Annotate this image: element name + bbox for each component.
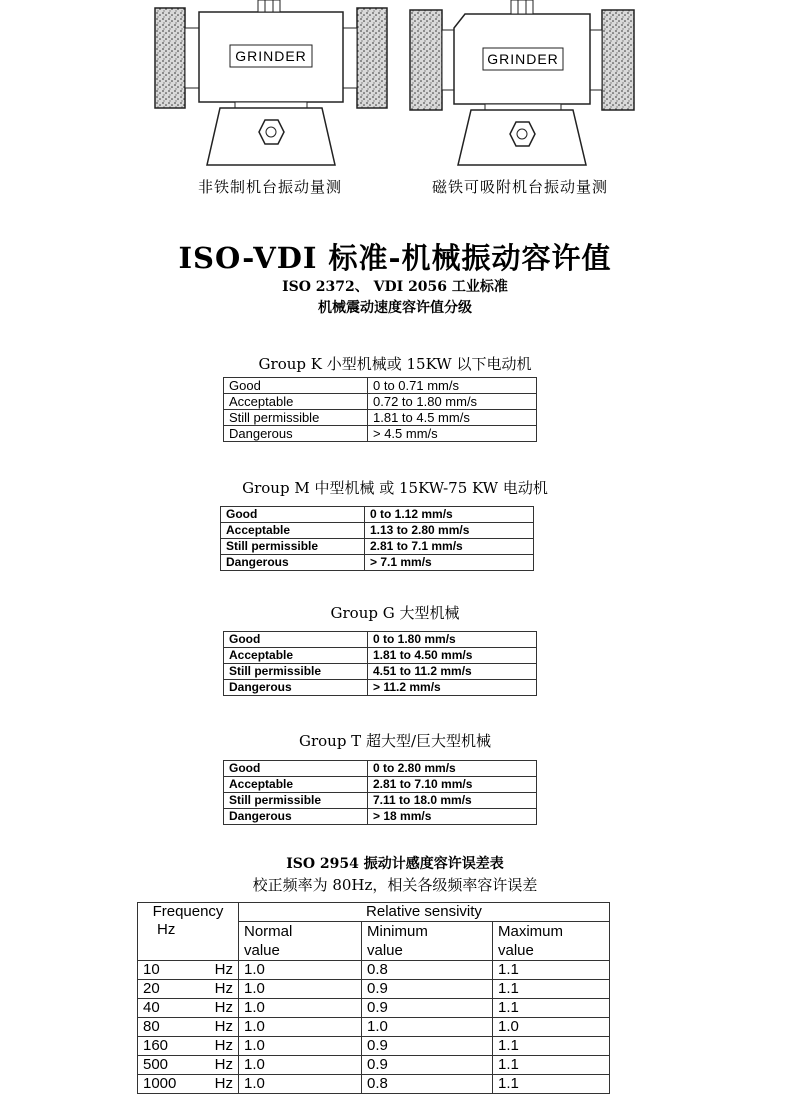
minimum-cell: 0.9 <box>362 1037 493 1056</box>
column-header-minimum <box>362 922 493 961</box>
minimum-cell: 1.0 <box>362 1018 493 1037</box>
group-k-title: Group K 小型机械或 15KW 以下电动机 <box>258 355 532 373</box>
column-header-line: Normal <box>244 923 293 940</box>
normal-cell: 1.0 <box>239 980 362 999</box>
range-cell: 1.81 to 4.5 mm/s <box>368 410 537 426</box>
frequency-value: 20 <box>143 980 160 997</box>
table-row <box>138 1056 610 1075</box>
frequency-value: 160 <box>143 1037 169 1054</box>
group-m-title: Group M 中型机械 或 15KW-75 KW 电动机 <box>242 479 548 497</box>
normal-cell: 1.0 <box>239 1018 362 1037</box>
range-cell: > 11.2 mm/s <box>368 680 537 696</box>
table-row <box>138 1018 610 1037</box>
level-cell: Acceptable <box>224 777 368 793</box>
range-cell: 7.11 to 18.0 mm/s <box>368 793 537 809</box>
maximum-cell: 1.0 <box>493 1018 610 1037</box>
range-cell: 0 to 2.80 mm/s <box>368 761 537 777</box>
group-m-table <box>220 506 534 571</box>
range-cell: 2.81 to 7.10 mm/s <box>368 777 537 793</box>
relative-sensitivity-header: Relative sensivity <box>239 903 610 922</box>
table-row <box>224 761 537 777</box>
range-cell: 1.13 to 2.80 mm/s <box>365 523 534 539</box>
column-header-line: value <box>244 942 280 959</box>
maximum-cell: 1.1 <box>493 961 610 980</box>
frequency-cell <box>138 1018 239 1037</box>
range-cell: 1.81 to 4.50 mm/s <box>368 648 537 664</box>
range-cell: 0.72 to 1.80 mm/s <box>368 394 537 410</box>
table-row <box>224 394 537 410</box>
table-row <box>138 961 610 980</box>
minimum-cell: 0.8 <box>362 1075 493 1094</box>
table-row <box>138 1075 610 1094</box>
group-t-table <box>223 760 537 825</box>
frequency-header-line1: Frequency <box>152 903 224 920</box>
grinder-illustration-left <box>150 0 400 170</box>
column-header-normal <box>239 922 362 961</box>
column-header-line: Maximum <box>498 923 564 940</box>
table-row <box>138 1037 610 1056</box>
level-cell: Dangerous <box>224 809 368 825</box>
range-cell: 2.81 to 7.1 mm/s <box>365 539 534 555</box>
frequency-unit: Hz <box>214 1037 233 1054</box>
page-title: ISO-VDI 标准-机械振动容许值 <box>178 241 612 275</box>
frequency-value: 500 <box>143 1056 169 1073</box>
range-cell: 4.51 to 11.2 mm/s <box>368 664 537 680</box>
frequency-unit: Hz <box>214 961 233 978</box>
figure-caption-left: 非铁制机台振动量测 <box>197 178 342 196</box>
table-row <box>221 555 534 571</box>
table-row <box>224 777 537 793</box>
frequency-unit: Hz <box>214 980 233 997</box>
table-row <box>224 410 537 426</box>
level-cell: Acceptable <box>221 523 365 539</box>
subtitle-standard: ISO 2372、 VDI 2056 工业标准 <box>282 279 508 295</box>
range-cell: 0 to 1.12 mm/s <box>365 507 534 523</box>
minimum-cell: 0.9 <box>362 980 493 999</box>
header-row <box>138 903 610 922</box>
minimum-cell: 0.9 <box>362 1056 493 1075</box>
grinder-illustration-right <box>405 0 655 170</box>
frequency-header-line2: Hz <box>157 921 176 938</box>
level-cell: Good <box>221 507 365 523</box>
frequency-unit: Hz <box>214 1075 233 1092</box>
range-cell: > 18 mm/s <box>368 809 537 825</box>
frequency-value: 80 <box>143 1018 160 1035</box>
table-row <box>224 378 537 394</box>
level-cell: Dangerous <box>224 680 368 696</box>
table-row <box>224 664 537 680</box>
column-header-line: value <box>367 942 403 959</box>
table-row <box>138 999 610 1018</box>
level-cell: Good <box>224 378 368 394</box>
level-cell: Dangerous <box>221 555 365 571</box>
frequency-header <box>138 903 239 961</box>
frequency-value: 40 <box>143 999 160 1016</box>
normal-cell: 1.0 <box>239 1056 362 1075</box>
minimum-cell: 0.9 <box>362 999 493 1018</box>
level-cell: Still permissible <box>224 793 368 809</box>
maximum-cell: 1.1 <box>493 1037 610 1056</box>
group-g-title: Group G 大型机械 <box>330 604 460 622</box>
table-row <box>221 523 534 539</box>
sensitivity-table <box>137 902 610 1094</box>
level-cell: Acceptable <box>224 648 368 664</box>
frequency-cell <box>138 1037 239 1056</box>
maximum-cell: 1.1 <box>493 999 610 1018</box>
table-row <box>221 507 534 523</box>
frequency-cell <box>138 980 239 999</box>
frequency-unit: Hz <box>214 999 233 1016</box>
grinder-label: GRINDER <box>235 48 307 64</box>
level-cell: Still permissible <box>224 410 368 426</box>
minimum-cell: 0.8 <box>362 961 493 980</box>
normal-cell: 1.0 <box>239 999 362 1018</box>
table-row <box>138 980 610 999</box>
column-header-maximum <box>493 922 610 961</box>
level-cell: Acceptable <box>224 394 368 410</box>
level-cell: Good <box>224 632 368 648</box>
range-cell: 0 to 0.71 mm/s <box>368 378 537 394</box>
normal-cell: 1.0 <box>239 1075 362 1094</box>
frequency-unit: Hz <box>214 1018 233 1035</box>
table-row <box>224 426 537 442</box>
frequency-cell <box>138 999 239 1018</box>
normal-cell: 1.0 <box>239 1037 362 1056</box>
table-row <box>224 648 537 664</box>
frequency-value: 1000 <box>143 1075 177 1092</box>
table-row <box>224 793 537 809</box>
level-cell: Good <box>224 761 368 777</box>
frequency-cell <box>138 1056 239 1075</box>
frequency-value: 10 <box>143 961 160 978</box>
frequency-cell <box>138 961 239 980</box>
level-cell: Still permissible <box>224 664 368 680</box>
maximum-cell: 1.1 <box>493 980 610 999</box>
frequency-unit: Hz <box>214 1056 233 1073</box>
grinder-label: GRINDER <box>487 51 559 67</box>
sensitivity-subtitle: 校正频率为 80Hz，相关各级频率容许误差 <box>252 876 538 894</box>
range-cell: > 7.1 mm/s <box>365 555 534 571</box>
column-header-line: Minimum <box>367 923 428 940</box>
range-cell: 0 to 1.80 mm/s <box>368 632 537 648</box>
table-row <box>224 680 537 696</box>
range-cell: > 4.5 mm/s <box>368 426 537 442</box>
level-cell: Still permissible <box>221 539 365 555</box>
table-row <box>221 539 534 555</box>
sensitivity-title: ISO 2954 振动计感度容许误差表 <box>286 856 504 872</box>
subtitle-grading: 机械震动速度容许值分级 <box>318 300 472 316</box>
frequency-cell <box>138 1075 239 1094</box>
column-header-line: value <box>498 942 534 959</box>
normal-cell: 1.0 <box>239 961 362 980</box>
group-t-title: Group T 超大型/巨大型机械 <box>298 732 492 750</box>
group-g-table <box>223 631 537 696</box>
table-row <box>224 809 537 825</box>
maximum-cell: 1.1 <box>493 1056 610 1075</box>
table-row <box>224 632 537 648</box>
group-k-table <box>223 377 537 442</box>
maximum-cell: 1.1 <box>493 1075 610 1094</box>
level-cell: Dangerous <box>224 426 368 442</box>
figure-caption-right: 磁铁可吸附机台振动量测 <box>431 178 608 196</box>
